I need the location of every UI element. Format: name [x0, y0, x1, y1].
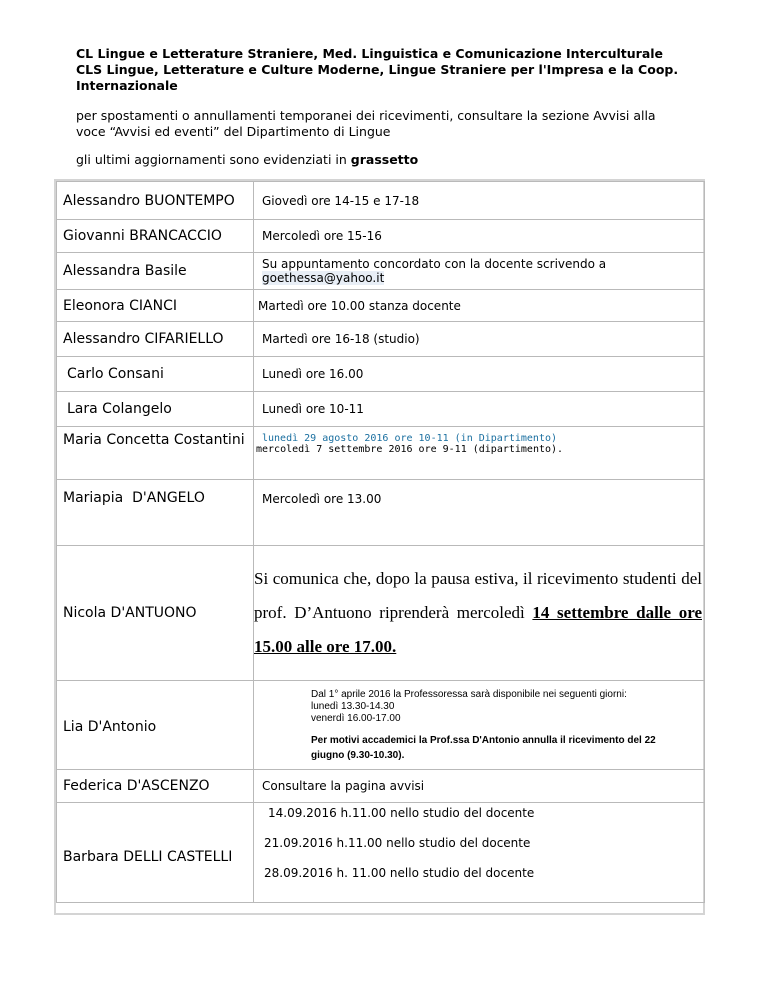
office-hours: Martedì ore 16-18 (studio) — [254, 322, 705, 357]
table-row — [57, 546, 705, 681]
teacher-name: Barbara DELLI CASTELLI — [57, 803, 254, 903]
table-row — [57, 392, 705, 427]
table-row — [57, 290, 705, 322]
cancellation-line-1: Per motivi accademici la Prof.ssa D'Antonio annulla il ricevimento del 22 — [311, 735, 656, 746]
table-row — [57, 220, 705, 253]
announcement-bold: 14 settembre dalle ore 15.00 alle ore 17.00. — [254, 603, 702, 656]
table-row — [57, 480, 705, 546]
table-row — [57, 253, 705, 290]
notice-line-2: voce “Avvisi ed eventi” del Dipartimento di Lingue — [76, 124, 391, 139]
office-hours — [254, 427, 705, 480]
office-hours: Consultare la pagina avvisi — [254, 770, 705, 803]
header-line-1: CL Lingue e Letterature Straniere, Med. Linguistica e Comunicazione Interculturale — [76, 46, 664, 61]
date-line-2: mercoledì 7 settembre 2016 ore 9-11 (dipartimento). — [256, 444, 564, 455]
office-hours: Martedì ore 10.00 stanza docente — [254, 290, 705, 322]
office-hours — [254, 681, 705, 770]
office-hours — [254, 253, 705, 290]
update-text: gli ultimi aggiornamenti sono evidenziati in — [76, 152, 351, 167]
table-row — [57, 357, 705, 392]
header-line-3: Internazionale — [76, 78, 178, 93]
update-note — [76, 152, 418, 167]
notice-paragraph — [76, 108, 716, 140]
schedule-date-2: 21.09.2016 h.11.00 nello studio del docente — [264, 836, 531, 850]
teacher-name: Alessandro BUONTEMPO — [57, 182, 254, 220]
office-hours: Lunedì ore 10-11 — [254, 392, 705, 427]
schedule-date-3: 28.09.2016 h. 11.00 nello studio del docente — [264, 866, 535, 880]
announcement-text: Si comunica che, dopo la pausa estiva, il ricevimento studenti del prof. D’Antuono riprenderà mercoledì — [254, 569, 702, 622]
teacher-name: Nicola D'ANTUONO — [57, 546, 254, 681]
teacher-name: Eleonora CIANCI — [57, 290, 254, 322]
schedule-date-1: 14.09.2016 h.11.00 nello studio del docente — [268, 806, 535, 820]
office-hours: Mercoledì ore 13.00 — [254, 480, 705, 546]
availability-line-1: Dal 1° aprile 2016 la Professoressa sarà disponibile nei seguenti giorni: — [311, 689, 627, 700]
teacher-name: Mariapia D'ANGELO — [57, 480, 254, 546]
cancellation-line-2: giugno (9.30-10.30). — [311, 750, 405, 761]
table-row — [57, 770, 705, 803]
office-hours: Giovedì ore 14-15 e 17-18 — [254, 182, 705, 220]
appointment-text: Su appuntamento concordato con la docente scrivendo a — [262, 257, 607, 271]
update-bold: grassetto — [350, 152, 419, 167]
table-row — [57, 427, 705, 480]
table-row — [57, 681, 705, 770]
teacher-name: Lara Colangelo — [57, 392, 254, 427]
teacher-name: Alessandra Basile — [57, 253, 254, 290]
office-hours — [254, 546, 705, 681]
availability-line-3: venerdì 16.00-17.00 — [311, 713, 401, 724]
office-hours: Lunedì ore 16.00 — [254, 357, 705, 392]
teacher-name: Giovanni BRANCACCIO — [57, 220, 254, 253]
teacher-name: Lia D'Antonio — [57, 681, 254, 770]
header-line-2: CLS Lingue, Letterature e Culture Moderne, Lingue Straniere per l'Impresa e la Coop. — [76, 62, 679, 77]
table-row — [57, 182, 705, 220]
teacher-name: Maria Concetta Costantini — [57, 427, 254, 480]
availability-line-2: lunedì 13.30-14.30 — [311, 701, 395, 712]
schedule-table — [56, 181, 705, 903]
teacher-name: Carlo Consani — [57, 357, 254, 392]
date-line-1: lunedì 29 agosto 2016 ore 10-11 (in Dipartimento) — [262, 433, 558, 444]
office-hours — [254, 803, 705, 903]
teacher-name: Federica D'ASCENZO — [57, 770, 254, 803]
teacher-name: Alessandro CIFARIELLO — [57, 322, 254, 357]
table-row — [57, 322, 705, 357]
notice-line-1: per spostamenti o annullamenti temporanei dei ricevimenti, consultare la sezione Avvisi alla — [76, 108, 656, 123]
office-hours: Mercoledì ore 15-16 — [254, 220, 705, 253]
course-header — [76, 46, 716, 94]
table-row — [57, 803, 705, 903]
email-link[interactable]: goethessa@yahoo.it — [262, 271, 385, 285]
